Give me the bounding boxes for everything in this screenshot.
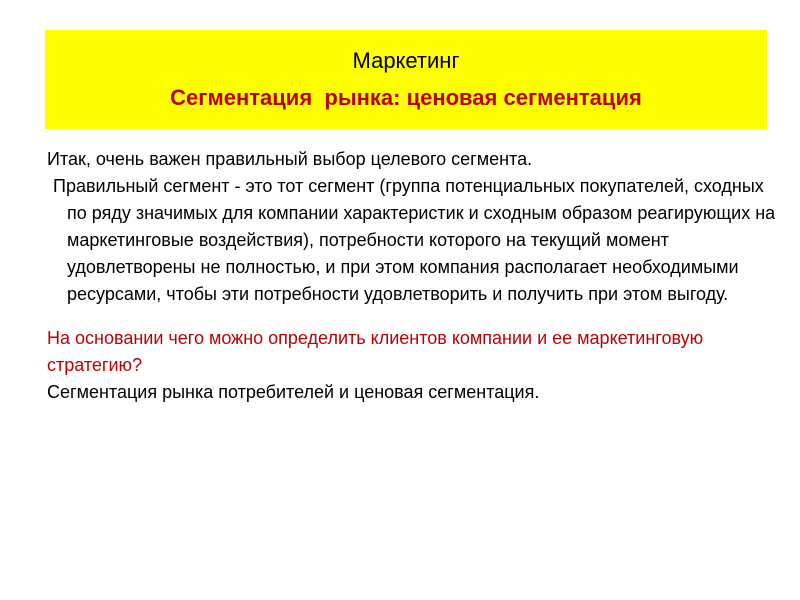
intro-line: Итак, очень важен правильный выбор целевого сегмента. bbox=[47, 149, 533, 169]
header-band bbox=[45, 30, 767, 129]
paragraph-gap bbox=[47, 308, 777, 325]
definition-paragraph: Правильный сегмент - это тот сегмент (группа потенциальных покупателей, сходных по ряду значимых для компании характеристик и сходным образом реагирующих на маркетинговые воздействия), потребности которого на текущий момент удовлетворены не полностью, и при этом компания располагает необходимыми ресурсами, чтобы эти потребности удовлетворить и получить при этом выгоду. bbox=[53, 176, 776, 304]
slide-body bbox=[47, 146, 777, 406]
slide-subtitle: Сегментация рынка: ценовая сегментация bbox=[170, 85, 642, 110]
answer-line: Сегментация рынка потребителей и ценовая сегментация. bbox=[47, 382, 540, 402]
question-paragraph: На основании чего можно определить клиентов компании и ее маркетинговую стратегию? bbox=[47, 328, 704, 375]
slide-title: Маркетинг bbox=[352, 48, 460, 73]
